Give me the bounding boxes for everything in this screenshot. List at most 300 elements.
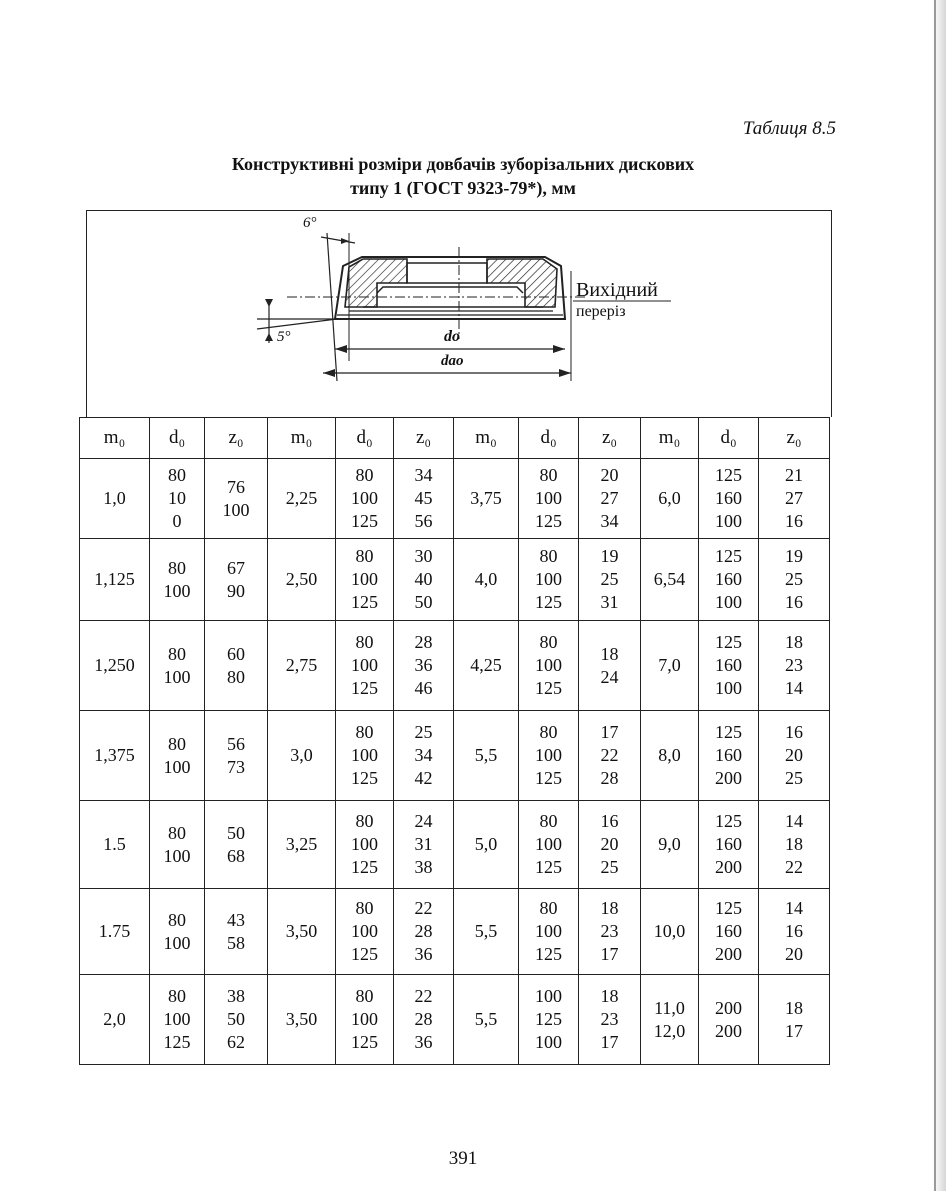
table-cell	[150, 539, 205, 621]
cell-value: 34	[414, 465, 433, 485]
cell-value: 14	[785, 898, 803, 918]
column-header: z₀	[759, 418, 830, 459]
cell-value: 100	[715, 592, 742, 612]
table-cell	[150, 889, 205, 975]
cell-value: 125	[715, 898, 742, 918]
cell-value: 21	[785, 465, 803, 485]
cell-value: 56	[227, 733, 245, 754]
column-header: d₀	[336, 418, 394, 459]
table-cell	[699, 975, 759, 1065]
table-cell	[336, 539, 394, 621]
cell-value: 28	[414, 1009, 433, 1029]
cell-value: 1.5	[103, 834, 126, 854]
cell-value: 20	[785, 745, 803, 765]
cell-value: 125	[535, 768, 562, 788]
column-header: d₀	[150, 418, 205, 459]
cell-value: 34	[600, 511, 619, 531]
cell-value: 23	[785, 655, 803, 675]
table-row	[80, 459, 830, 539]
cell-value: 22	[785, 857, 803, 877]
cell-value: 100	[715, 678, 742, 698]
cell-value: 1,125	[94, 569, 135, 589]
table-cell	[519, 539, 579, 621]
cell-value: 17	[600, 722, 619, 742]
cell-value: 5,5	[474, 1009, 498, 1029]
cell-value: 100	[351, 1009, 378, 1029]
table-cell	[205, 975, 268, 1065]
cell-value: 20	[600, 834, 619, 854]
cell-value: 20	[600, 465, 619, 485]
hatched-section-right	[487, 259, 557, 307]
cell-value: 23	[600, 921, 619, 941]
cell-value: 100	[535, 986, 562, 1006]
column-header: z₀	[579, 418, 641, 459]
table-cell	[150, 975, 205, 1065]
table-cell	[699, 711, 759, 801]
dim-inner-label: do	[444, 328, 460, 345]
table-row	[80, 711, 830, 801]
table-cell	[394, 889, 454, 975]
cell-value: 38	[414, 857, 433, 877]
table-cell	[80, 539, 150, 621]
table-cell	[699, 801, 759, 889]
cell-value: 42	[414, 768, 433, 788]
angle-top-label: 6°	[303, 215, 317, 231]
cell-value: 100	[535, 834, 562, 854]
cell-value: 28	[600, 768, 619, 788]
table-cell	[268, 539, 336, 621]
figure-panel	[86, 210, 832, 417]
cell-value: 1,375	[94, 745, 135, 765]
table-cell	[454, 889, 519, 975]
table-cell	[205, 801, 268, 889]
cell-value: 5,5	[474, 745, 498, 765]
cell-value: 125	[351, 768, 378, 788]
table-cell	[519, 621, 579, 711]
table-cell	[80, 975, 150, 1065]
table-cell	[519, 889, 579, 975]
table-cell	[579, 801, 641, 889]
cell-value: 100	[163, 1009, 191, 1029]
table-cell	[579, 539, 641, 621]
table-cell	[579, 459, 641, 539]
table-cell	[268, 459, 336, 539]
table-cell	[150, 621, 205, 711]
table-cell	[699, 459, 759, 539]
cell-value: 160	[715, 569, 742, 589]
table-cell	[579, 975, 641, 1065]
header-row	[80, 418, 830, 459]
table-cell	[268, 889, 336, 975]
table-cell	[268, 975, 336, 1065]
cell-value: 7,0	[658, 655, 681, 675]
table-cell	[336, 711, 394, 801]
cell-value: 100	[535, 921, 562, 941]
cell-value: 10	[168, 488, 186, 508]
cell-value: 10,0	[653, 921, 686, 941]
cell-value: 76	[227, 476, 245, 497]
column-header: d₀	[699, 418, 759, 459]
cell-value: 73	[227, 756, 245, 777]
cell-value: 17	[785, 1020, 803, 1041]
cell-value: 80	[539, 465, 558, 485]
table-cell	[641, 711, 699, 801]
cell-value: 80	[539, 722, 558, 742]
cell-value: 36	[414, 655, 433, 675]
cell-value: 100	[535, 488, 562, 508]
cell-value: 50	[414, 592, 433, 612]
cell-value: 100	[163, 580, 191, 601]
table-cell	[394, 621, 454, 711]
table-cell	[519, 711, 579, 801]
table-cell	[454, 801, 519, 889]
cell-value: 6,0	[658, 488, 681, 508]
table-row	[80, 975, 830, 1065]
cell-value: 3,50	[285, 1009, 318, 1029]
cell-value: 25	[600, 569, 619, 589]
cell-value: 200	[715, 857, 742, 877]
cell-value: 17	[600, 1032, 619, 1052]
cell-value: 56	[414, 511, 433, 531]
column-header: m₀	[268, 418, 336, 459]
cell-value: 23	[600, 1009, 619, 1029]
cell-value: 125	[535, 511, 562, 531]
table-cell	[759, 711, 830, 801]
table-cell	[759, 889, 830, 975]
cell-value: 100	[351, 921, 378, 941]
cell-value: 80	[355, 811, 374, 831]
cell-value: 8,0	[658, 745, 681, 765]
table-row	[80, 889, 830, 975]
table-cell	[150, 459, 205, 539]
cell-value: 1,250	[94, 655, 135, 675]
dim-outer-label: dao	[441, 353, 464, 369]
table-cell	[80, 801, 150, 889]
column-header: m₀	[454, 418, 519, 459]
page-edge-line	[934, 0, 936, 1191]
table-cell	[205, 711, 268, 801]
cell-value: 12,0	[653, 1020, 686, 1041]
cell-value: 19	[785, 546, 803, 566]
cell-value: 2,75	[285, 655, 318, 675]
table-cell	[336, 889, 394, 975]
cell-value: 100	[163, 666, 191, 687]
cell-value: 22	[414, 986, 433, 1006]
cell-value: 18	[600, 986, 619, 1006]
table-cell	[454, 539, 519, 621]
table-row	[80, 539, 830, 621]
cell-value: 16	[785, 592, 803, 612]
cell-value: 1,0	[103, 488, 126, 508]
cell-value: 27	[600, 488, 619, 508]
table-label: Таблиця 8.5	[742, 118, 836, 139]
cell-value: 34	[414, 745, 433, 765]
cell-value: 100	[351, 569, 378, 589]
cell-value: 36	[414, 1032, 433, 1052]
cell-value: 14	[785, 811, 803, 831]
cell-value: 14	[785, 678, 803, 698]
cell-value: 160	[715, 745, 742, 765]
cell-value: 16	[785, 722, 803, 742]
table-cell	[336, 975, 394, 1065]
cell-value: 31	[414, 834, 433, 854]
column-header: z₀	[394, 418, 454, 459]
cell-value: 80	[227, 666, 245, 687]
table-cell	[759, 801, 830, 889]
table-cell	[454, 621, 519, 711]
angle-left-label: 5°	[277, 329, 291, 345]
cell-value: 22	[600, 745, 619, 765]
cell-value: 80	[539, 811, 558, 831]
cell-value: 18	[785, 632, 803, 652]
cell-value: 100	[163, 845, 191, 866]
cell-value: 80	[168, 465, 186, 485]
cell-value: 80	[168, 733, 186, 754]
cell-value: 36	[414, 944, 433, 964]
cell-value: 30	[414, 546, 433, 566]
cell-value: 0	[172, 511, 182, 531]
cell-value: 200	[715, 1020, 742, 1041]
table-title	[0, 152, 926, 200]
table-row	[80, 621, 830, 711]
cell-value: 4,0	[474, 569, 498, 589]
cell-value: 100	[222, 499, 250, 520]
dimensions-table	[79, 417, 830, 1065]
table-cell	[641, 889, 699, 975]
cell-value: 24	[414, 811, 433, 831]
cell-value: 43	[227, 909, 245, 930]
table-cell	[80, 621, 150, 711]
table-cell	[641, 539, 699, 621]
cell-value: 80	[539, 632, 558, 652]
cell-value: 125	[351, 678, 378, 698]
cell-value: 9,0	[658, 834, 681, 854]
table-cell	[699, 539, 759, 621]
cell-value: 16	[785, 511, 803, 531]
cell-value: 5,0	[474, 834, 498, 854]
table-cell	[150, 801, 205, 889]
cell-value: 1.75	[98, 921, 131, 941]
cell-value: 200	[715, 997, 742, 1018]
table-cell	[454, 459, 519, 539]
cell-value: 80	[355, 546, 374, 566]
cell-value: 40	[414, 569, 433, 589]
cell-value: 100	[535, 655, 562, 675]
cell-value: 125	[715, 722, 742, 742]
table-cell	[394, 539, 454, 621]
cell-value: 125	[351, 511, 378, 531]
cell-value: 100	[535, 1032, 562, 1052]
cell-value: 125	[535, 678, 562, 698]
cell-value: 200	[715, 768, 742, 788]
table-cell	[699, 889, 759, 975]
table-cell	[336, 801, 394, 889]
cell-value: 100	[535, 569, 562, 589]
cell-value: 80	[168, 909, 186, 930]
cell-value: 3,0	[290, 745, 313, 765]
cell-value: 18	[785, 834, 803, 854]
hatched-section-left	[345, 259, 407, 307]
table-cell	[268, 711, 336, 801]
cell-value: 20	[785, 944, 803, 964]
cell-value: 200	[715, 944, 742, 964]
page-number: 391	[448, 1148, 478, 1169]
table-cell	[205, 539, 268, 621]
cell-value: 160	[715, 488, 742, 508]
cell-value: 5,5	[474, 921, 498, 941]
cell-value: 125	[351, 1032, 378, 1052]
cell-value: 125	[351, 857, 378, 877]
cell-value: 80	[168, 822, 186, 843]
table-cell	[394, 801, 454, 889]
cell-value: 80	[355, 632, 374, 652]
table-row	[80, 801, 830, 889]
cell-value: 125	[535, 944, 562, 964]
cell-value: 100	[351, 745, 378, 765]
cell-value: 80	[539, 546, 558, 566]
cell-value: 100	[163, 932, 191, 953]
cell-value: 125	[163, 1032, 191, 1052]
cell-value: 100	[535, 745, 562, 765]
section-label-2: переріз	[576, 303, 626, 320]
cell-value: 25	[600, 857, 619, 877]
cell-value: 31	[600, 592, 619, 612]
cell-value: 19	[600, 546, 619, 566]
cell-value: 4,25	[470, 655, 502, 675]
table-cell	[641, 975, 699, 1065]
cell-value: 25	[785, 569, 803, 589]
cell-value: 160	[715, 834, 742, 854]
cell-value: 28	[414, 632, 433, 652]
table-cell	[699, 621, 759, 711]
cell-value: 45	[414, 488, 433, 508]
table-cell	[80, 889, 150, 975]
table-cell	[759, 975, 830, 1065]
cell-value: 68	[227, 845, 245, 866]
cell-value: 22	[414, 898, 433, 918]
cell-value: 125	[715, 632, 742, 652]
title-line-2: типу 1 (ГОСТ 9323-79*), мм	[350, 178, 576, 198]
cell-value: 6,54	[653, 569, 686, 589]
table-cell	[579, 621, 641, 711]
cell-value: 17	[600, 944, 619, 964]
title-line-1: Конструктивні розміри довбачів зуборізальних дискових	[231, 154, 695, 174]
cell-value: 28	[414, 921, 433, 941]
cell-value: 100	[351, 488, 378, 508]
cell-value: 16	[785, 921, 803, 941]
bore	[407, 263, 487, 283]
cell-value: 80	[355, 898, 374, 918]
cell-value: 58	[227, 932, 245, 953]
cell-value: 125	[535, 592, 562, 612]
cell-value: 125	[715, 811, 742, 831]
cell-value: 16	[600, 811, 619, 831]
cell-value: 50	[227, 822, 245, 843]
table-cell	[641, 801, 699, 889]
cell-value: 80	[355, 986, 374, 1006]
table-cell	[759, 539, 830, 621]
cell-value: 38	[227, 986, 245, 1006]
cell-value: 80	[539, 898, 558, 918]
table-cell	[268, 801, 336, 889]
table-cell	[80, 459, 150, 539]
cell-value: 25	[414, 722, 433, 742]
cell-value: 80	[168, 643, 186, 664]
cell-value: 80	[168, 986, 186, 1006]
cell-value: 27	[785, 488, 803, 508]
cell-value: 60	[227, 643, 245, 664]
cell-value: 90	[227, 580, 245, 601]
cell-value: 62	[227, 1032, 245, 1052]
table-cell	[519, 801, 579, 889]
cell-value: 3,25	[285, 834, 318, 854]
table-cell	[394, 975, 454, 1065]
table-cell	[454, 975, 519, 1065]
cell-value: 125	[351, 944, 378, 964]
cell-value: 50	[227, 1009, 245, 1029]
cell-value: 46	[414, 678, 433, 698]
table-cell	[759, 621, 830, 711]
table-cell	[394, 711, 454, 801]
cell-value: 18	[785, 997, 803, 1018]
table-cell	[519, 975, 579, 1065]
column-header: z₀	[205, 418, 268, 459]
table-cell	[205, 459, 268, 539]
column-header: m₀	[80, 418, 150, 459]
cell-value: 80	[355, 465, 374, 485]
cell-value: 125	[535, 857, 562, 877]
cell-value: 100	[351, 655, 378, 675]
table-cell	[336, 621, 394, 711]
table-cell	[205, 889, 268, 975]
table-cell	[519, 459, 579, 539]
cell-value: 100	[351, 834, 378, 854]
cell-value: 125	[535, 1009, 562, 1029]
cell-value: 125	[351, 592, 378, 612]
cell-value: 100	[163, 756, 191, 777]
cell-value: 100	[715, 511, 742, 531]
cell-value: 24	[600, 666, 619, 687]
table-cell	[394, 459, 454, 539]
cell-value: 18	[600, 898, 619, 918]
table-cell	[268, 621, 336, 711]
cell-value: 80	[355, 722, 374, 742]
table-cell	[579, 889, 641, 975]
table-body	[80, 459, 830, 1065]
table-cell	[759, 459, 830, 539]
cell-value: 2,50	[285, 569, 318, 589]
cell-value: 125	[715, 465, 742, 485]
column-header: d₀	[519, 418, 579, 459]
shaper-cutter-drawing	[87, 211, 833, 418]
section-label-1: Вихідний	[576, 279, 658, 301]
cell-value: 160	[715, 921, 742, 941]
cell-value: 67	[227, 557, 245, 578]
cell-value: 125	[715, 546, 742, 566]
table-cell	[205, 621, 268, 711]
cell-value: 25	[785, 768, 803, 788]
table-cell	[454, 711, 519, 801]
table-cell	[579, 711, 641, 801]
cell-value: 3,75	[470, 488, 502, 508]
table-cell	[150, 711, 205, 801]
cell-value: 2,25	[285, 488, 318, 508]
cell-value: 18	[600, 643, 619, 664]
cell-value: 3,50	[285, 921, 318, 941]
cell-value: 11,0	[654, 997, 685, 1018]
cell-value: 2,0	[103, 1009, 126, 1029]
table-cell	[641, 621, 699, 711]
